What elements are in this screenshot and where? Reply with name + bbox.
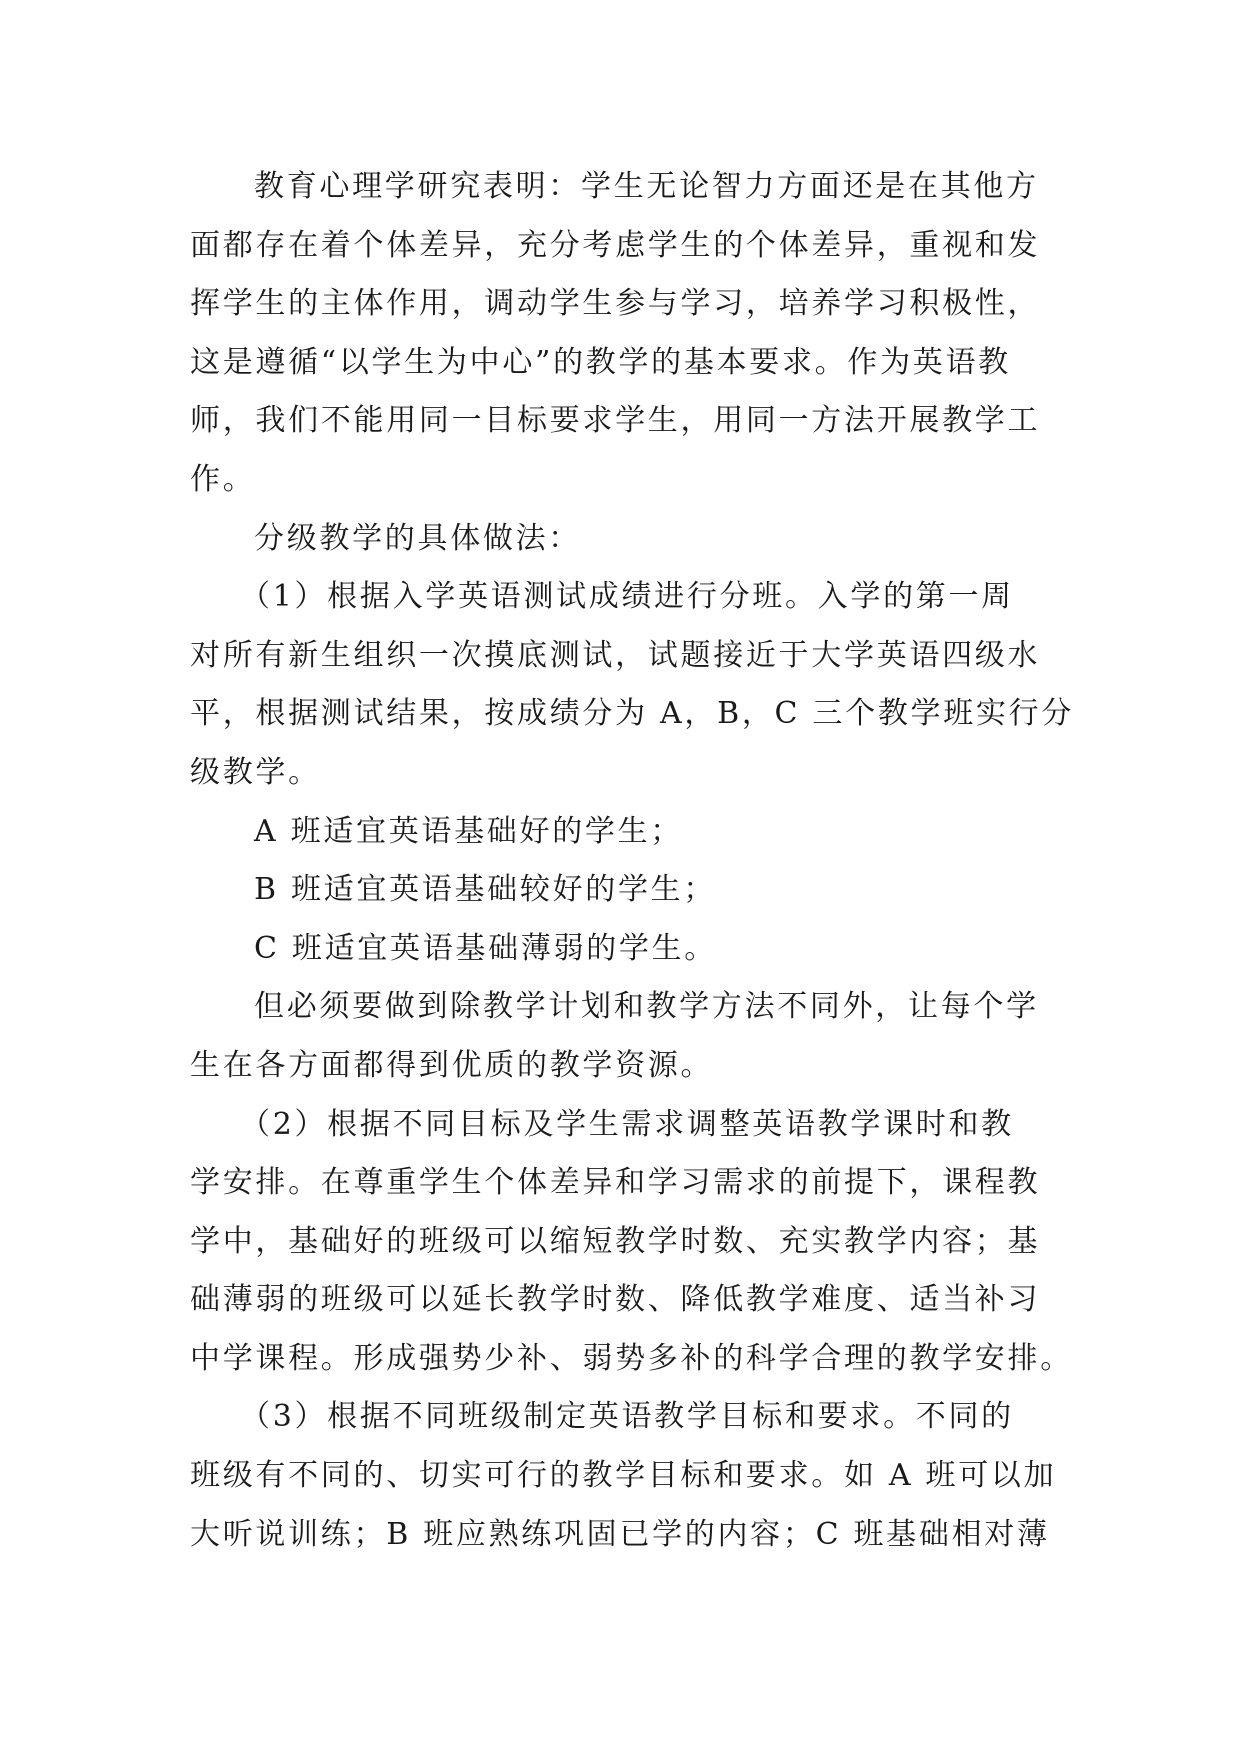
paragraph-line: 学安排。在尊重学生个体差异和学习需求的前提下，课程教	[190, 1165, 1041, 1201]
paragraph-line: 生在各方面都得到优质的教学资源。	[190, 1047, 714, 1083]
list-item: B 班适宜英语基础较好的学生；	[254, 872, 717, 908]
section-heading: 分级教学的具体做法：	[254, 520, 581, 556]
paragraph-line: （1）根据入学英语测试成绩进行分班。入学的第一周	[240, 579, 1014, 615]
paragraph-line: 但必须要做到除教学计划和教学方法不同外，让每个学	[254, 989, 1039, 1025]
paragraph-line: 面都存在着个体差异，充分考虑学生的个体差异，重视和发	[190, 227, 1041, 263]
paragraph-line: 级教学。	[190, 754, 321, 790]
paragraph-line: 学中，基础好的班级可以缩短教学时数、充实教学内容；基	[190, 1223, 1041, 1259]
document-body	[190, 158, 1075, 1564]
paragraph-line: （2）根据不同目标及学生需求调整英语教学课时和教	[240, 1106, 1014, 1142]
paragraph-line: （3）根据不同班级制定英语教学目标和要求。不同的	[240, 1399, 1014, 1435]
paragraph-line: 对所有新生组织一次摸底测试，试题接近于大学英语四级水	[190, 637, 1041, 673]
paragraph-line: 作。	[190, 461, 256, 497]
paragraph-line: 中学课程。形成强势少补、弱势多补的科学合理的教学安排。	[190, 1340, 1073, 1376]
paragraph-line: 挥学生的主体作用，调动学生参与学习，培养学习积极性，	[190, 286, 1041, 322]
paragraph-line: 这是遵循“以学生为中心”的教学的基本要求。作为英语教	[190, 344, 1011, 380]
list-item: A 班适宜英语基础好的学生；	[254, 813, 684, 849]
paragraph-line: 大听说训练；B 班应熟练巩固已学的内容；C 班基础相对薄	[190, 1516, 1050, 1552]
list-item: C 班适宜英语基础薄弱的学生。	[254, 930, 717, 966]
paragraph-line: 教育心理学研究表明：学生无论智力方面还是在其他方	[254, 169, 1039, 204]
paragraph-line: 师，我们不能用同一目标要求学生，用同一方法开展教学工	[190, 403, 1041, 439]
paragraph-line: 础薄弱的班级可以延长教学时数、降低教学难度、适当补习	[190, 1282, 1041, 1318]
paragraph-line: 平，根据测试结果，按成绩分为 A，B，C 三个教学班实行分	[190, 696, 1075, 732]
paragraph-line: 班级有不同的、切实可行的教学目标和要求。如 A 班可以加	[190, 1458, 1057, 1494]
